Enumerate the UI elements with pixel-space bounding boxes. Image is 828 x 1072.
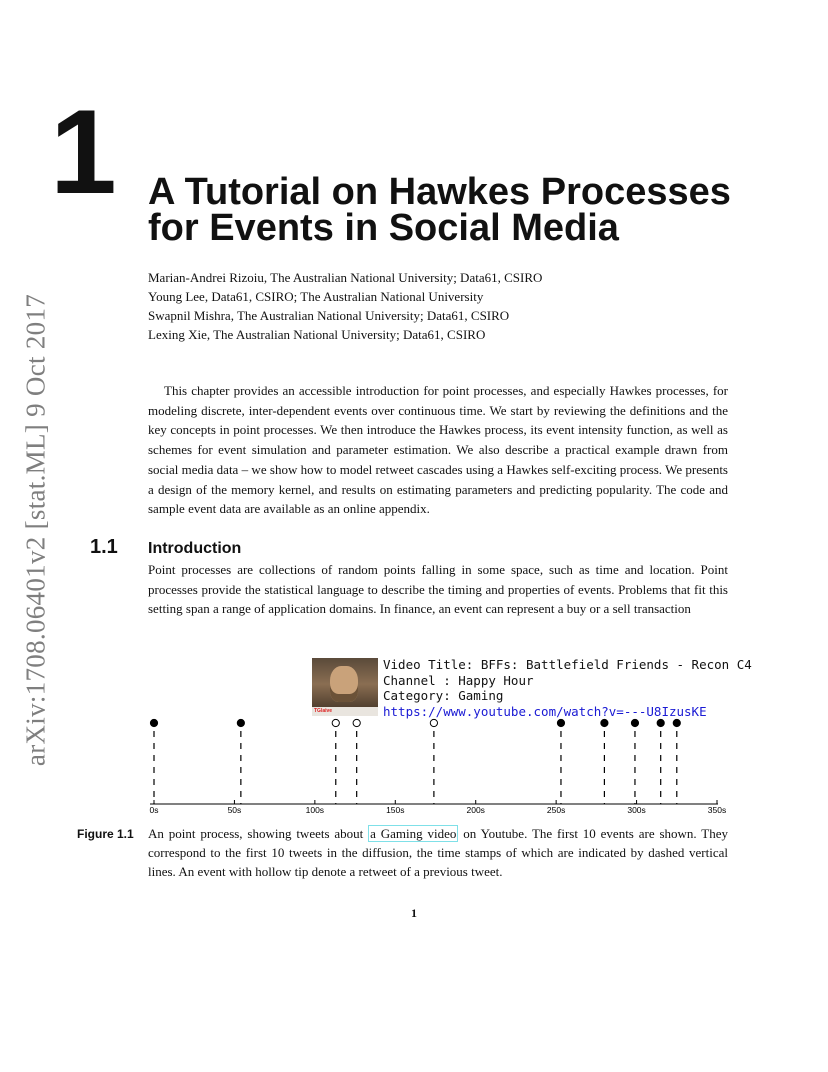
retweet-event-marker: [332, 719, 339, 726]
video-url-link[interactable]: https://www.youtube.com/watch?v=---U8IzusKE: [383, 703, 707, 719]
figure-label: Figure 1.1: [77, 827, 134, 841]
x-axis-tick-label: 150s: [386, 805, 405, 815]
page-number: 1: [411, 906, 417, 920]
caption-text-before: An point process, showing tweets about: [148, 826, 369, 841]
video-category: Category: Gaming: [383, 688, 504, 703]
retweet-event-marker: [353, 719, 360, 726]
x-axis-tick-label: 350s: [707, 805, 727, 815]
x-axis-tick-label: 200s: [466, 805, 485, 815]
event-timeline-chart: [140, 714, 740, 818]
retweet-event-marker: [430, 719, 437, 726]
x-axis-tick-label: 100s: [305, 805, 325, 815]
author-line: Marian-Andrei Rizoiu, The Australian National University; Data61, CSIRO: [148, 270, 543, 285]
arxiv-stamp: arXiv:1708.06401v2 [stat.ML] 9 Oct 2017: [20, 293, 51, 767]
tweet-event-marker: [673, 719, 680, 726]
tweet-event-marker: [557, 719, 564, 726]
caption-text-after: on Youtube. The first 10 events are shown. They correspond to the first 10 tweets in the diffusion, the time stamps of which are indicated by dashed vertical lines. An event with hollow tip denote a retweet of a previous tweet.: [148, 826, 728, 879]
chapter-title-line2: for Events in Social Media: [148, 207, 619, 249]
section-number: 1.1: [90, 536, 118, 558]
tweet-event-marker: [657, 719, 664, 726]
thumbnail-face-shape: [330, 666, 358, 702]
chapter-title-line1: A Tutorial on Hawkes Processes: [148, 171, 731, 213]
gaming-video-link[interactable]: a Gaming video: [370, 826, 457, 841]
chapter-number: 1: [50, 85, 115, 219]
x-axis-tick-label: 300s: [627, 805, 646, 815]
author-line: Young Lee, Data61, CSIRO; The Australian National University: [148, 289, 484, 304]
video-thumbnail[interactable]: [312, 658, 378, 716]
video-meta: [383, 657, 752, 719]
author-line: Lexing Xie, The Australian National University; Data61, CSIRO: [148, 327, 486, 342]
video-title: Video Title: BFFs: Battlefield Friends - Recon C4: [383, 657, 752, 672]
tweet-event-marker: [150, 719, 157, 726]
author-list: [148, 268, 542, 344]
x-axis-tick-label: 250s: [546, 805, 566, 815]
tweet-event-marker: [601, 719, 608, 726]
x-axis-tick-label: 50s: [227, 805, 242, 815]
video-channel: Channel : Happy Hour: [383, 672, 534, 688]
x-axis-tick-label: 0s: [149, 805, 159, 815]
thumbnail-badge: TGlaive: [314, 708, 333, 714]
section-text: Point processes are collections of random points falling in some space, such as time and location. Point processes provide the statistical language to describe the timing and properties of events. Problems that fit this setting span a range of application domains. In finance, an event can represent a buy or a sell transaction: [148, 562, 728, 617]
abstract: This chapter provides an accessible introduction for point processes, and especially Hawkes processes, for modeling discrete, inter-dependent events over continuous time. We start by reviewing the definitions and the key concepts in point processes. We then introduce the Hawkes process, its event intensity function, as well as schemes for event simulation and parameter estimation. We also describe a practical example drawn from social media data – we show how to model retweet cascades using a Hawkes self-exciting process. We presents a design of the memory kernel, and results on estimating parameters and predicting popularity. The code and sample event data are available as an online appendix.: [148, 383, 728, 517]
section-title: Introduction: [148, 540, 242, 557]
figure-caption: [148, 824, 728, 881]
tweet-event-marker: [237, 719, 244, 726]
tweet-event-marker: [631, 719, 638, 726]
author-line: Swapnil Mishra, The Australian National University; Data61, CSIRO: [148, 308, 510, 323]
chapter-title: [148, 171, 788, 249]
